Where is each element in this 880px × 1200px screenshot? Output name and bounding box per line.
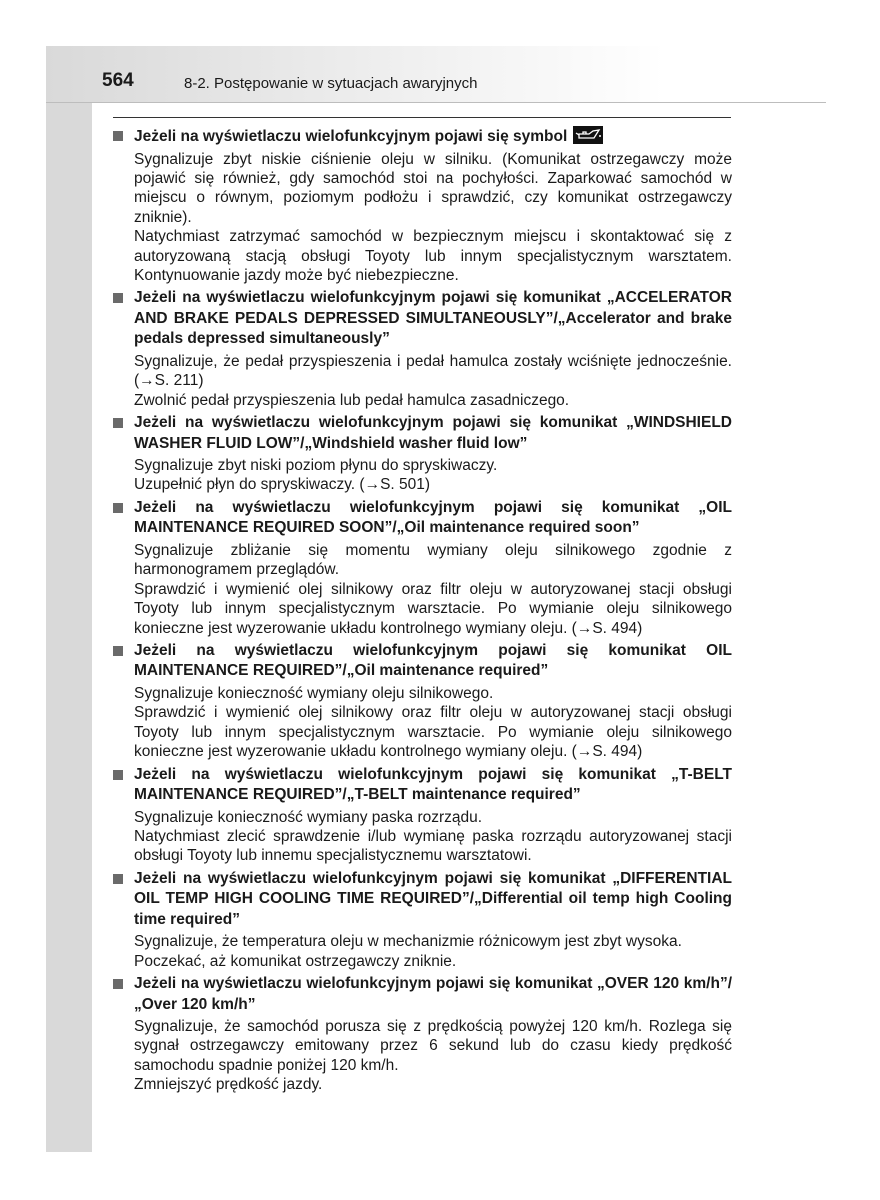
content xyxy=(113,126,732,1098)
paragraph: Sygnalizuje, że samochód porusza się z prędkością powyżej 120 km/h. Rozlega się sygnał ostrzegawczy emitowany przez 6 sekund lub do czasu kiedy prędkość samochodu spadnie poniżej 120 km/h. xyxy=(134,1018,732,1074)
section-heading xyxy=(113,126,732,148)
section-heading-text: Jeżeli na wyświetlaczu wielofunkcyjnym pojawi się komunikat „OVER 120 km/h”/„Over 120 km/h” xyxy=(134,975,732,1013)
header-band xyxy=(46,46,826,102)
oil-can-icon xyxy=(573,126,603,144)
paragraph: Sygnalizuje zbyt niskie ciśnienie oleju w silniku. (Komunikat ostrzegawczy może pojawić się również, gdy samochód stoi na pochyłości. Zaparkować samochód w miejscu o równym, poziomym podłożu i sprawdzić, czy komunikat ostrzegawczy zniknie). xyxy=(134,150,732,226)
square-bullet-icon xyxy=(113,418,123,428)
section-oil-maintenance-soon xyxy=(113,498,732,638)
paragraph: Natychmiast zlecić sprawdzenie i/lub wymianę paska rozrządu autoryzowanej stacji obsługi Toyoty lub innemu specjalistycznemu warsztatowi. xyxy=(134,827,732,865)
section-heading xyxy=(113,765,732,806)
paragraph: Zwolnić pedał przyspieszenia lub pedał hamulca zasadniczego. xyxy=(134,391,570,409)
section-heading-text: Jeżeli na wyświetlaczu wielofunkcyjnym pojawi się komunikat OIL MAINTENANCE REQUIRED”/„Oil maintenance required” xyxy=(134,641,732,680)
section-body xyxy=(113,1017,732,1095)
section-heading xyxy=(113,869,732,931)
section-heading-text: Jeżeli na wyświetlaczu wielofunkcyjnym pojawi się komunikat „T-BELT MAINTENANCE REQUIRED”/„T-BELT maintenance required” xyxy=(134,765,732,804)
paragraph: Sygnalizuje, że temperatura oleju w mechanizmie różnicowym jest zbyt wysoka. xyxy=(134,933,682,951)
square-bullet-icon xyxy=(113,131,123,141)
section-heading-text: Jeżeli na wyświetlaczu wielofunkcyjnym pojawi się komunikat „ACCELERATOR AND BRAKE PEDALS DEPRESSED SIMULTANEOUSLY”/„Accelerator and brake pedals depressed simultaneously” xyxy=(134,289,732,348)
square-bullet-icon xyxy=(113,770,123,780)
square-bullet-icon xyxy=(113,646,123,656)
section-heading-text: Jeżeli na wyświetlaczu wielofunkcyjnym pojawi się symbol xyxy=(134,128,568,145)
section-body xyxy=(113,456,732,495)
paragraph: Uzupełnić płyn do spryskiwaczy. (→S. 501) xyxy=(134,476,431,494)
section-heading-text: Jeżeli na wyświetlaczu wielofunkcyjnym pojawi się komunikat „WINDSHIELD WASHER FLUID LOW”/„Windshield washer fluid low” xyxy=(134,414,732,452)
page-header xyxy=(46,46,826,102)
paragraph: Sygnalizuje konieczność wymiany paska rozrządu. xyxy=(134,808,483,826)
paragraph: Natychmiast zatrzymać samochód w bezpiecznym miejscu i skontaktować się z autoryzowaną stacją obsługi Toyoty lub innym specjalistycznym warsztatem. Kontynuowanie jazdy może być niebezpieczne. xyxy=(134,228,732,284)
square-bullet-icon xyxy=(113,874,123,884)
paragraph: Sprawdzić i wymienić olej silnikowy oraz filtr oleju w autoryzowanej stacji obsługi Toyoty lub innym specjalistycznym warsztacie. Po wymianie oleju silnikowego konieczne jest wyzerowanie układu kontrolnego wymiany oleju. (→S. 494) xyxy=(134,580,732,637)
section-body xyxy=(113,932,732,971)
square-bullet-icon xyxy=(113,293,123,303)
section-heading xyxy=(113,974,732,1015)
paragraph: Poczekać, aż komunikat ostrzegawczy zniknie. xyxy=(134,952,457,970)
section-heading-text: Jeżeli na wyświetlaczu wielofunkcyjnym pojawi się komunikat „OIL MAINTENANCE REQUIRED SOON”/„Oil maintenance required soon” xyxy=(134,498,732,537)
section-body xyxy=(113,541,732,638)
chapter-title: 8-2. Postępowanie w sytuacjach awaryjnych xyxy=(184,75,478,92)
section-pedals xyxy=(113,288,732,410)
section-body xyxy=(113,684,732,762)
section-oil-maintenance-required xyxy=(113,641,732,762)
paragraph: Sprawdzić i wymienić olej silnikowy oraz filtr oleju w autoryzowanej stacji obsługi Toyoty lub innym specjalistycznym warsztacie. Po wymianie oleju silnikowego konieczne jest wyzerowanie układu kontrolnego wymiany oleju. (→S. 494) xyxy=(134,704,732,761)
section-heading xyxy=(113,413,732,454)
section-body xyxy=(113,352,732,410)
section-heading xyxy=(113,498,732,539)
paragraph: Sygnalizuje konieczność wymiany oleju silnikowego. xyxy=(134,684,494,702)
section-differential-oil xyxy=(113,869,732,971)
header-divider xyxy=(46,102,826,103)
content-top-divider xyxy=(113,117,731,118)
section-oil-pressure xyxy=(113,126,732,285)
square-bullet-icon xyxy=(113,503,123,513)
section-heading xyxy=(113,641,732,682)
section-timing-belt xyxy=(113,765,732,866)
paragraph: Sygnalizuje zbyt niski poziom płynu do spryskiwaczy. xyxy=(134,457,498,475)
section-heading xyxy=(113,288,732,350)
paragraph: Sygnalizuje, że pedał przyspieszenia i pedał hamulca zostały wciśnięte jednocześnie. (→S. 211) xyxy=(134,352,732,390)
paragraph: Sygnalizuje zbliżanie się momentu wymiany oleju silnikowego zgodnie z harmonogramem przeglądów. xyxy=(134,541,732,579)
section-washer-fluid xyxy=(113,413,732,495)
page-number: 564 xyxy=(102,70,134,91)
section-heading-text: Jeżeli na wyświetlaczu wielofunkcyjnym pojawi się komunikat „DIFFERENTIAL OIL TEMP HIGH COOLING TIME REQUIRED”/„Differential oil temp high Cooling time required” xyxy=(134,869,732,928)
square-bullet-icon xyxy=(113,979,123,989)
paragraph: Zmniejszyć prędkość jazdy. xyxy=(134,1076,323,1094)
side-strip xyxy=(46,46,92,1152)
section-body xyxy=(113,150,732,286)
section-body xyxy=(113,808,732,866)
section-over-speed xyxy=(113,974,732,1095)
